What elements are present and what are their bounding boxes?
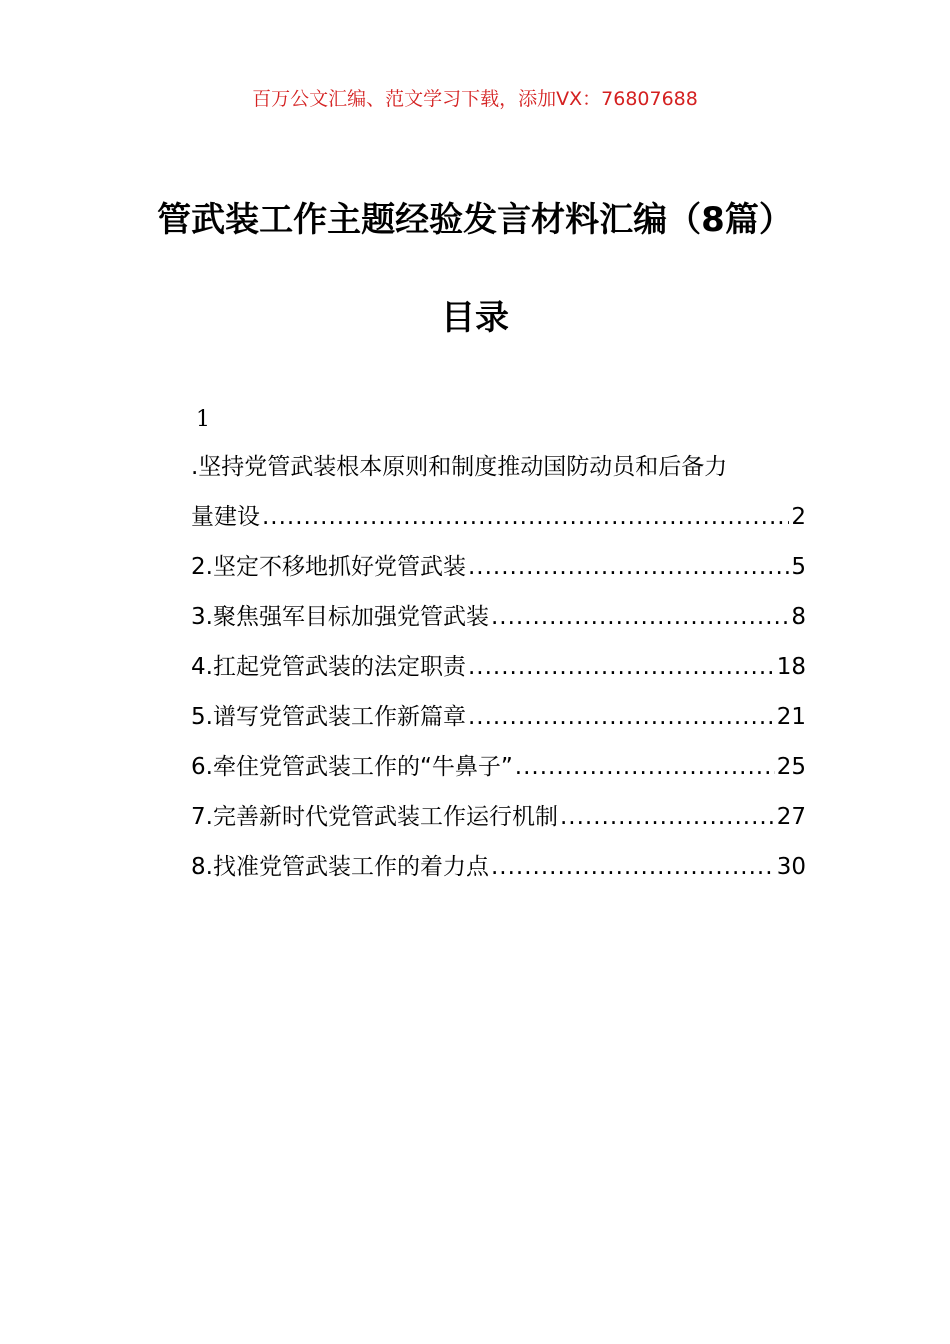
toc-entry-7[interactable] xyxy=(191,792,806,842)
dot-leader xyxy=(468,692,775,742)
toc-entry-1-title-cont: 量建设 xyxy=(191,504,260,530)
dot-leader xyxy=(468,542,789,592)
toc-entry-page: 25 xyxy=(776,754,806,780)
toc-entry-1-title[interactable]: .坚持党管武装根本原则和制度推动国防动员和后备力 xyxy=(191,454,728,480)
toc-entry-1[interactable] xyxy=(191,492,806,542)
toc-entry-title: 7.完善新时代党管武装工作运行机制 xyxy=(191,804,558,830)
toc-entry-title: 8.找准党管武装工作的着力点 xyxy=(191,854,489,880)
toc-entry-title: 5.谱写党管武装工作新篇章 xyxy=(191,704,466,730)
table-of-contents xyxy=(191,398,806,892)
toc-entry-page: 27 xyxy=(776,804,806,830)
dot-leader xyxy=(515,742,775,792)
toc-entry-2[interactable] xyxy=(191,542,806,592)
toc-entry-6[interactable] xyxy=(191,742,806,792)
toc-entry-page: 18 xyxy=(776,654,806,680)
toc-entry-8[interactable] xyxy=(191,842,806,892)
toc-heading: 目录 xyxy=(441,298,509,338)
toc-entry-title: 6.牵住党管武装工作的“牛鼻子” xyxy=(191,754,513,780)
document-title: 管武装工作主题经验发言材料汇编（8篇） xyxy=(157,200,793,240)
toc-entry-1-page: 2 xyxy=(791,504,806,530)
toc-entry-page: 21 xyxy=(776,704,806,730)
dot-leader xyxy=(468,642,775,692)
dot-leader xyxy=(262,492,789,542)
toc-entry-page: 30 xyxy=(776,854,806,880)
toc-entry-title: 3.聚焦强军目标加强党管武装 xyxy=(191,604,489,630)
toc-entry-page: 5 xyxy=(791,554,806,580)
watermark-header: 百万公文汇编、范文学习下载，添加VX：76807688 xyxy=(252,88,698,110)
toc-entry-3[interactable] xyxy=(191,592,806,642)
toc-entry-1-number: 1 xyxy=(196,407,210,432)
toc-entry-title: 2.坚定不移地抓好党管武装 xyxy=(191,554,466,580)
dot-leader xyxy=(560,792,775,842)
dot-leader xyxy=(491,592,789,642)
dot-leader xyxy=(491,842,775,892)
toc-entry-page: 8 xyxy=(791,604,806,630)
toc-entry-5[interactable] xyxy=(191,692,806,742)
toc-entry-title: 4.扛起党管武装的法定职责 xyxy=(191,654,466,680)
toc-entry-4[interactable] xyxy=(191,642,806,692)
